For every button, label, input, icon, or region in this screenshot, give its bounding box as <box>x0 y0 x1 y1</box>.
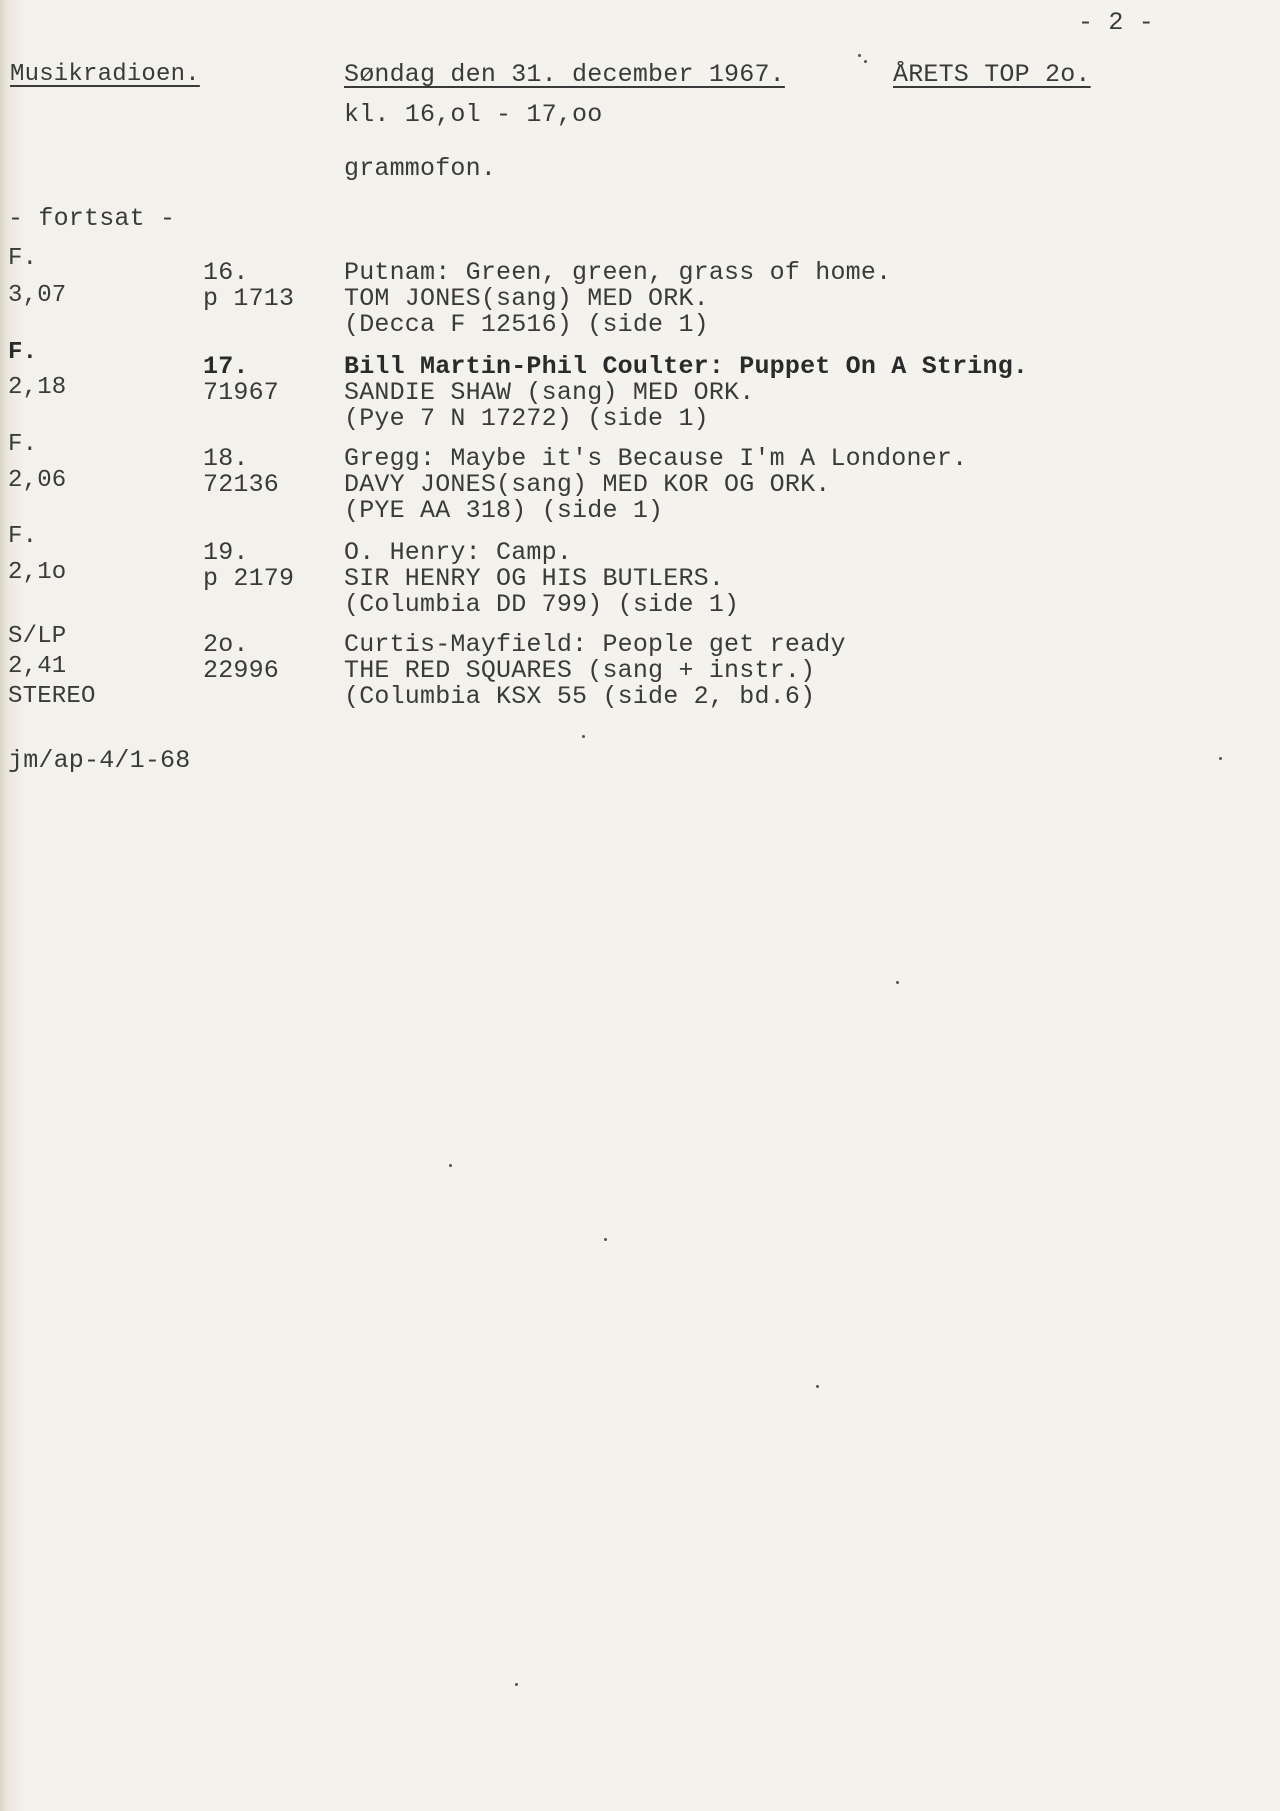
entry-label: (Pye 7 N 17272) (side 1) <box>344 404 709 433</box>
entry-catalog: 22996 <box>203 656 280 685</box>
entry-label: (PYE AA 318) (side 1) <box>344 496 664 525</box>
entry-label: (Columbia KSX 55 (side 2, bd.6) <box>344 682 816 711</box>
entry-duration: 2,1o <box>8 559 67 586</box>
entry-format: F. <box>8 245 38 272</box>
entry-format: F. <box>8 339 38 366</box>
entry-label: (Columbia DD 799) (side 1) <box>344 590 740 619</box>
broadcast-date: Søndag den 31. december 1967. <box>344 60 785 89</box>
entry-format: S/LP <box>8 623 67 650</box>
entry-duration: 2,41 <box>8 653 67 680</box>
speck <box>864 60 867 63</box>
entry-artist: SANDIE SHAW (sang) MED ORK. <box>344 378 755 407</box>
entry-format: F. <box>8 431 38 458</box>
speck <box>896 981 899 984</box>
entry-duration: 2,06 <box>8 467 67 494</box>
speck <box>582 735 585 738</box>
entry-number: 2o. <box>203 630 249 659</box>
speck <box>515 1683 518 1686</box>
entry-stereo: STEREO <box>8 683 96 710</box>
entry-artist: SIR HENRY OG HIS BUTLERS. <box>344 564 725 593</box>
entry-number: 18. <box>203 444 249 473</box>
entry-duration: 3,07 <box>8 282 67 309</box>
entry-artist: TOM JONES(sang) MED ORK. <box>344 284 709 313</box>
entry-catalog: 71967 <box>203 378 280 407</box>
entry-title: Bill Martin-Phil Coulter: Puppet On A String. <box>344 352 1029 381</box>
page-number: - 2 - <box>1078 8 1155 37</box>
speck <box>1219 757 1222 760</box>
continued-note: - fortsat - <box>8 204 176 233</box>
entry-title: Gregg: Maybe it's Because I'm A Londoner. <box>344 444 968 473</box>
entry-number: 16. <box>203 258 249 287</box>
entry-artist: THE RED SQUARES (sang + instr.) <box>344 656 816 685</box>
speck <box>816 1385 819 1388</box>
speck <box>449 1164 452 1167</box>
broadcast-medium: grammofon. <box>344 154 497 183</box>
entry-catalog: 72136 <box>203 470 280 499</box>
entry-title: O. Henry: Camp. <box>344 538 573 567</box>
entry-number: 19. <box>203 538 249 567</box>
document-title: ÅRETS TOP 2o. <box>893 60 1091 89</box>
entry-artist: DAVY JONES(sang) MED KOR OG ORK. <box>344 470 831 499</box>
entry-label: (Decca F 12516) (side 1) <box>344 310 709 339</box>
speck <box>858 54 861 57</box>
entry-number: 17. <box>203 352 249 381</box>
program-name: Musikradioen. <box>10 61 200 88</box>
entry-duration: 2,18 <box>8 374 67 401</box>
speck <box>604 1238 607 1241</box>
entry-title: Putnam: Green, green, grass of home. <box>344 258 892 287</box>
broadcast-time: kl. 16,ol - 17,oo <box>344 100 603 129</box>
entry-catalog: p 1713 <box>203 284 295 313</box>
entry-format: F. <box>8 523 38 550</box>
entry-catalog: p 2179 <box>203 564 295 593</box>
footer-reference: jm/ap-4/1-68 <box>8 746 191 775</box>
entry-title: Curtis-Mayfield: People get ready <box>344 630 846 659</box>
